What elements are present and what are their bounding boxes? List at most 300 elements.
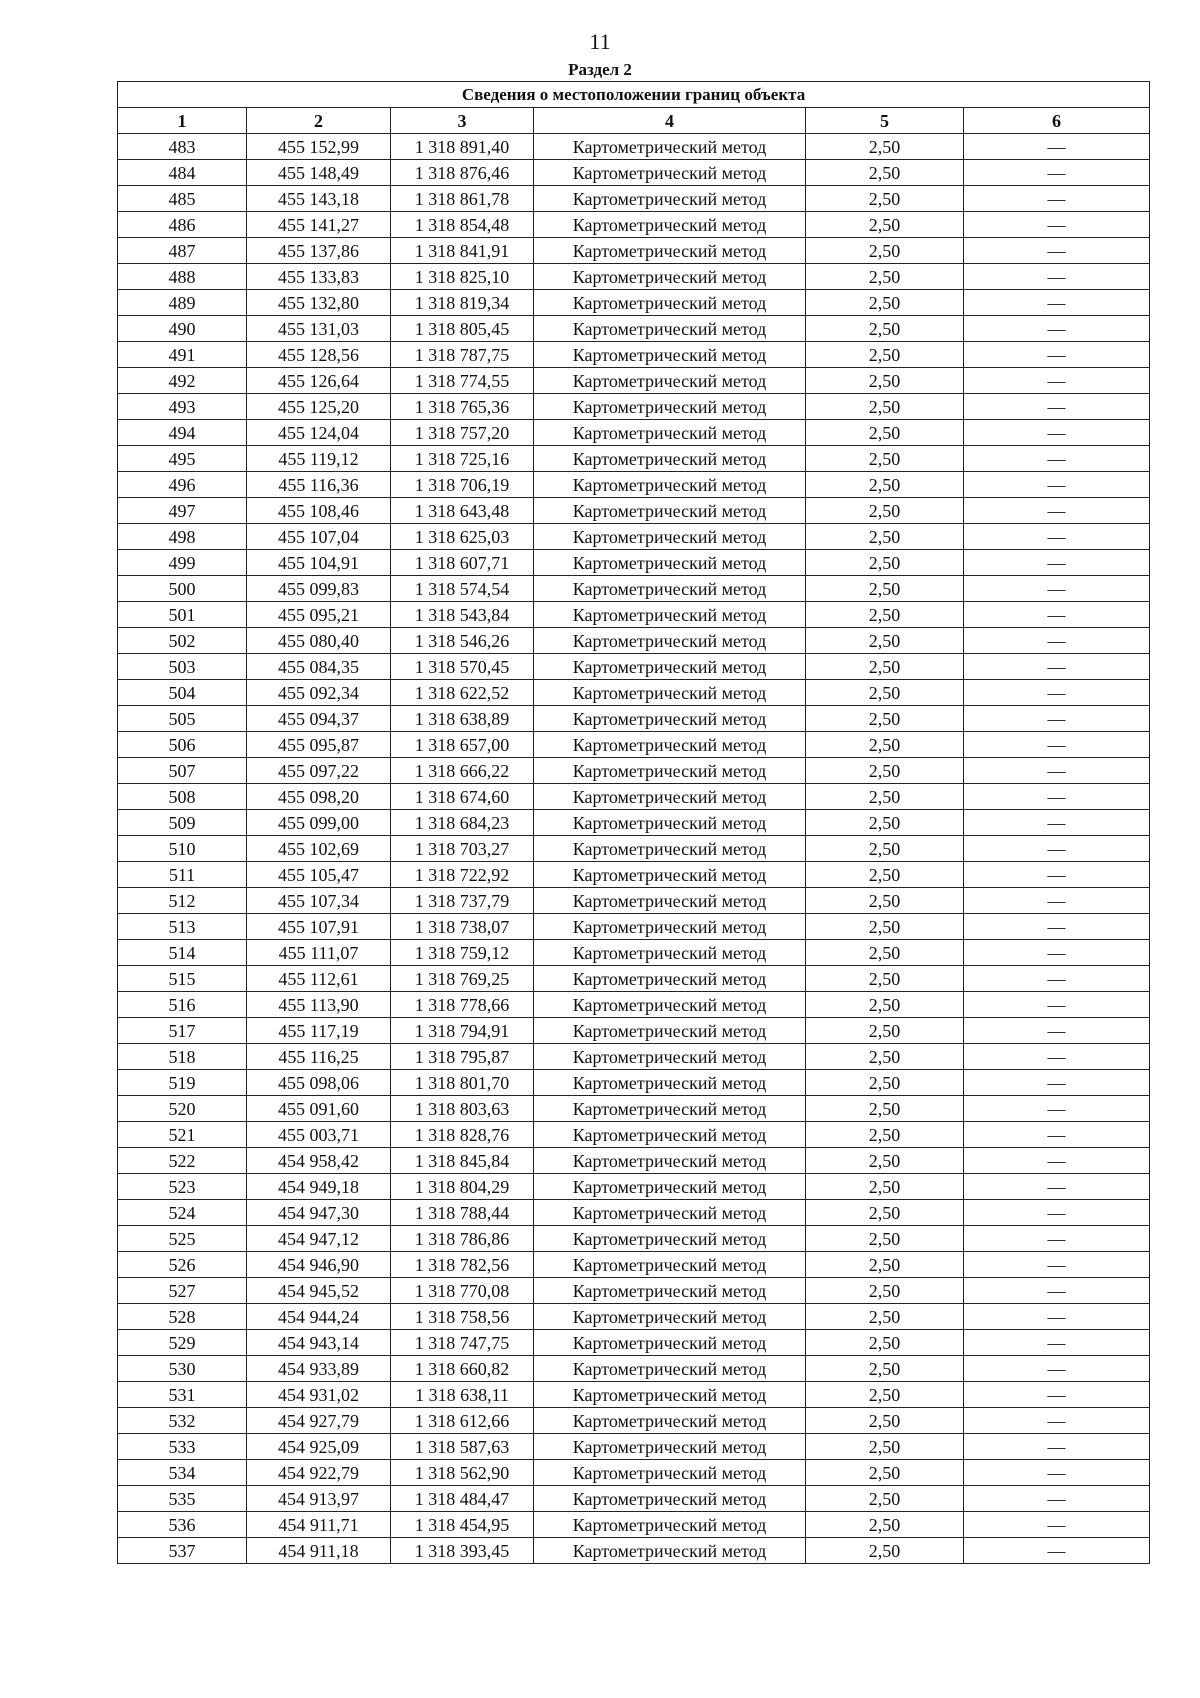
point-number-cell: 519 xyxy=(118,1070,247,1096)
y-coordinate-cell: 1 318 674,60 xyxy=(391,784,534,810)
x-coordinate-cell: 454 911,71 xyxy=(247,1512,391,1538)
table-row xyxy=(118,1304,1150,1330)
boundary-coordinates-table xyxy=(117,81,1150,1564)
x-coordinate-cell: 455 105,47 xyxy=(247,862,391,888)
point-number-cell: 508 xyxy=(118,784,247,810)
method-cell: Картометрический метод xyxy=(534,836,806,862)
accuracy-cell: 2,50 xyxy=(806,212,964,238)
description-cell: — xyxy=(964,680,1150,706)
accuracy-cell: 2,50 xyxy=(806,394,964,420)
accuracy-cell: 2,50 xyxy=(806,836,964,862)
point-number-cell: 491 xyxy=(118,342,247,368)
table-row xyxy=(118,134,1150,160)
table-row xyxy=(118,602,1150,628)
method-cell: Картометрический метод xyxy=(534,1460,806,1486)
y-coordinate-cell: 1 318 876,46 xyxy=(391,160,534,186)
method-cell: Картометрический метод xyxy=(534,1070,806,1096)
point-number-cell: 500 xyxy=(118,576,247,602)
x-coordinate-cell: 455 137,86 xyxy=(247,238,391,264)
point-number-cell: 483 xyxy=(118,134,247,160)
description-cell: — xyxy=(964,784,1150,810)
x-coordinate-cell: 455 116,36 xyxy=(247,472,391,498)
table-row xyxy=(118,1018,1150,1044)
description-cell: — xyxy=(964,316,1150,342)
description-cell: — xyxy=(964,836,1150,862)
accuracy-cell: 2,50 xyxy=(806,576,964,602)
y-coordinate-cell: 1 318 684,23 xyxy=(391,810,534,836)
description-cell: — xyxy=(964,706,1150,732)
table-row xyxy=(118,888,1150,914)
description-cell: — xyxy=(964,732,1150,758)
y-coordinate-cell: 1 318 782,56 xyxy=(391,1252,534,1278)
y-coordinate-cell: 1 318 725,16 xyxy=(391,446,534,472)
x-coordinate-cell: 455 092,34 xyxy=(247,680,391,706)
point-number-cell: 513 xyxy=(118,914,247,940)
point-number-cell: 525 xyxy=(118,1226,247,1252)
x-coordinate-cell: 454 913,97 xyxy=(247,1486,391,1512)
point-number-cell: 487 xyxy=(118,238,247,264)
accuracy-cell: 2,50 xyxy=(806,784,964,810)
method-cell: Картометрический метод xyxy=(534,966,806,992)
description-cell: — xyxy=(964,1434,1150,1460)
accuracy-cell: 2,50 xyxy=(806,810,964,836)
table-row xyxy=(118,1148,1150,1174)
x-coordinate-cell: 454 925,09 xyxy=(247,1434,391,1460)
x-coordinate-cell: 455 095,87 xyxy=(247,732,391,758)
x-coordinate-cell: 455 098,20 xyxy=(247,784,391,810)
table-row xyxy=(118,1278,1150,1304)
point-number-cell: 527 xyxy=(118,1278,247,1304)
description-cell: — xyxy=(964,1252,1150,1278)
description-cell: — xyxy=(964,160,1150,186)
accuracy-cell: 2,50 xyxy=(806,914,964,940)
table-row xyxy=(118,472,1150,498)
table-row xyxy=(118,914,1150,940)
method-cell: Картометрический метод xyxy=(534,940,806,966)
y-coordinate-cell: 1 318 769,25 xyxy=(391,966,534,992)
x-coordinate-cell: 455 143,18 xyxy=(247,186,391,212)
method-cell: Картометрический метод xyxy=(534,472,806,498)
table-row xyxy=(118,1122,1150,1148)
accuracy-cell: 2,50 xyxy=(806,290,964,316)
description-cell: — xyxy=(964,576,1150,602)
description-cell: — xyxy=(964,394,1150,420)
description-cell: — xyxy=(964,1018,1150,1044)
description-cell: — xyxy=(964,1200,1150,1226)
method-cell: Картометрический метод xyxy=(534,914,806,940)
point-number-cell: 494 xyxy=(118,420,247,446)
table-row xyxy=(118,836,1150,862)
y-coordinate-cell: 1 318 666,22 xyxy=(391,758,534,784)
method-cell: Картометрический метод xyxy=(534,264,806,290)
accuracy-cell: 2,50 xyxy=(806,602,964,628)
method-cell: Картометрический метод xyxy=(534,160,806,186)
method-cell: Картометрический метод xyxy=(534,368,806,394)
table-row xyxy=(118,1044,1150,1070)
y-coordinate-cell: 1 318 828,76 xyxy=(391,1122,534,1148)
description-cell: — xyxy=(964,1122,1150,1148)
method-cell: Картометрический метод xyxy=(534,654,806,680)
accuracy-cell: 2,50 xyxy=(806,654,964,680)
x-coordinate-cell: 455 107,91 xyxy=(247,914,391,940)
method-cell: Картометрический метод xyxy=(534,1304,806,1330)
accuracy-cell: 2,50 xyxy=(806,940,964,966)
column-number-1: 1 xyxy=(118,108,247,134)
description-cell: — xyxy=(964,758,1150,784)
point-number-cell: 528 xyxy=(118,1304,247,1330)
method-cell: Картометрический метод xyxy=(534,1122,806,1148)
y-coordinate-cell: 1 318 738,07 xyxy=(391,914,534,940)
table-row xyxy=(118,706,1150,732)
point-number-cell: 493 xyxy=(118,394,247,420)
description-cell: — xyxy=(964,368,1150,394)
x-coordinate-cell: 454 947,30 xyxy=(247,1200,391,1226)
accuracy-cell: 2,50 xyxy=(806,1018,964,1044)
point-number-cell: 509 xyxy=(118,810,247,836)
accuracy-cell: 2,50 xyxy=(806,1070,964,1096)
table-row xyxy=(118,446,1150,472)
method-cell: Картометрический метод xyxy=(534,1044,806,1070)
accuracy-cell: 2,50 xyxy=(806,368,964,394)
y-coordinate-cell: 1 318 758,56 xyxy=(391,1304,534,1330)
table-row xyxy=(118,1330,1150,1356)
description-cell: — xyxy=(964,1538,1150,1564)
accuracy-cell: 2,50 xyxy=(806,1408,964,1434)
point-number-cell: 532 xyxy=(118,1408,247,1434)
page-number: 11 xyxy=(589,29,611,54)
table-row xyxy=(118,784,1150,810)
table-row xyxy=(118,862,1150,888)
x-coordinate-cell: 455 117,19 xyxy=(247,1018,391,1044)
description-cell: — xyxy=(964,628,1150,654)
point-number-cell: 517 xyxy=(118,1018,247,1044)
point-number-cell: 522 xyxy=(118,1148,247,1174)
description-cell: — xyxy=(964,1304,1150,1330)
method-cell: Картометрический метод xyxy=(534,420,806,446)
table-row xyxy=(118,732,1150,758)
accuracy-cell: 2,50 xyxy=(806,1044,964,1070)
table-row xyxy=(118,1096,1150,1122)
method-cell: Картометрический метод xyxy=(534,784,806,810)
point-number-cell: 533 xyxy=(118,1434,247,1460)
point-number-cell: 488 xyxy=(118,264,247,290)
accuracy-cell: 2,50 xyxy=(806,498,964,524)
x-coordinate-cell: 455 003,71 xyxy=(247,1122,391,1148)
y-coordinate-cell: 1 318 819,34 xyxy=(391,290,534,316)
table-caption-row xyxy=(118,82,1150,108)
accuracy-cell: 2,50 xyxy=(806,1096,964,1122)
x-coordinate-cell: 455 099,83 xyxy=(247,576,391,602)
accuracy-cell: 2,50 xyxy=(806,1278,964,1304)
accuracy-cell: 2,50 xyxy=(806,342,964,368)
y-coordinate-cell: 1 318 803,63 xyxy=(391,1096,534,1122)
description-cell: — xyxy=(964,472,1150,498)
x-coordinate-cell: 455 099,00 xyxy=(247,810,391,836)
y-coordinate-cell: 1 318 891,40 xyxy=(391,134,534,160)
x-coordinate-cell: 454 927,79 xyxy=(247,1408,391,1434)
x-coordinate-cell: 455 102,69 xyxy=(247,836,391,862)
table-row xyxy=(118,1486,1150,1512)
point-number-cell: 489 xyxy=(118,290,247,316)
description-cell: — xyxy=(964,862,1150,888)
x-coordinate-cell: 454 944,24 xyxy=(247,1304,391,1330)
method-cell: Картометрический метод xyxy=(534,238,806,264)
y-coordinate-cell: 1 318 612,66 xyxy=(391,1408,534,1434)
table-row xyxy=(118,680,1150,706)
y-coordinate-cell: 1 318 657,00 xyxy=(391,732,534,758)
column-number-4: 4 xyxy=(534,108,806,134)
point-number-cell: 510 xyxy=(118,836,247,862)
method-cell: Картометрический метод xyxy=(534,810,806,836)
description-cell: — xyxy=(964,602,1150,628)
accuracy-cell: 2,50 xyxy=(806,524,964,550)
accuracy-cell: 2,50 xyxy=(806,628,964,654)
x-coordinate-cell: 455 107,04 xyxy=(247,524,391,550)
x-coordinate-cell: 455 084,35 xyxy=(247,654,391,680)
column-number-6: 6 xyxy=(964,108,1150,134)
accuracy-cell: 2,50 xyxy=(806,1148,964,1174)
table-row xyxy=(118,966,1150,992)
description-cell: — xyxy=(964,550,1150,576)
y-coordinate-cell: 1 318 393,45 xyxy=(391,1538,534,1564)
description-cell: — xyxy=(964,134,1150,160)
y-coordinate-cell: 1 318 861,78 xyxy=(391,186,534,212)
table-row xyxy=(118,1226,1150,1252)
y-coordinate-cell: 1 318 722,92 xyxy=(391,862,534,888)
method-cell: Картометрический метод xyxy=(534,992,806,1018)
method-cell: Картометрический метод xyxy=(534,1538,806,1564)
point-number-cell: 526 xyxy=(118,1252,247,1278)
accuracy-cell: 2,50 xyxy=(806,1382,964,1408)
description-cell: — xyxy=(964,1070,1150,1096)
description-cell: — xyxy=(964,1460,1150,1486)
y-coordinate-cell: 1 318 706,19 xyxy=(391,472,534,498)
y-coordinate-cell: 1 318 854,48 xyxy=(391,212,534,238)
table-row xyxy=(118,316,1150,342)
x-coordinate-cell: 455 112,61 xyxy=(247,966,391,992)
accuracy-cell: 2,50 xyxy=(806,706,964,732)
x-coordinate-cell: 455 132,80 xyxy=(247,290,391,316)
y-coordinate-cell: 1 318 546,26 xyxy=(391,628,534,654)
description-cell: — xyxy=(964,238,1150,264)
table-row xyxy=(118,264,1150,290)
y-coordinate-cell: 1 318 574,54 xyxy=(391,576,534,602)
description-cell: — xyxy=(964,446,1150,472)
accuracy-cell: 2,50 xyxy=(806,472,964,498)
y-coordinate-cell: 1 318 770,08 xyxy=(391,1278,534,1304)
accuracy-cell: 2,50 xyxy=(806,1486,964,1512)
accuracy-cell: 2,50 xyxy=(806,1512,964,1538)
point-number-cell: 497 xyxy=(118,498,247,524)
point-number-cell: 499 xyxy=(118,550,247,576)
description-cell: — xyxy=(964,1382,1150,1408)
point-number-cell: 484 xyxy=(118,160,247,186)
point-number-cell: 511 xyxy=(118,862,247,888)
y-coordinate-cell: 1 318 638,89 xyxy=(391,706,534,732)
x-coordinate-cell: 455 131,03 xyxy=(247,316,391,342)
table-row xyxy=(118,420,1150,446)
table-row xyxy=(118,524,1150,550)
method-cell: Картометрический метод xyxy=(534,134,806,160)
accuracy-cell: 2,50 xyxy=(806,732,964,758)
y-coordinate-cell: 1 318 805,45 xyxy=(391,316,534,342)
y-coordinate-cell: 1 318 703,27 xyxy=(391,836,534,862)
table-row xyxy=(118,1356,1150,1382)
point-number-cell: 507 xyxy=(118,758,247,784)
point-number-cell: 492 xyxy=(118,368,247,394)
y-coordinate-cell: 1 318 801,70 xyxy=(391,1070,534,1096)
method-cell: Картометрический метод xyxy=(534,1018,806,1044)
description-cell: — xyxy=(964,1486,1150,1512)
y-coordinate-cell: 1 318 774,55 xyxy=(391,368,534,394)
y-coordinate-cell: 1 318 778,66 xyxy=(391,992,534,1018)
description-cell: — xyxy=(964,654,1150,680)
table-row xyxy=(118,1252,1150,1278)
point-number-cell: 523 xyxy=(118,1174,247,1200)
table-row xyxy=(118,368,1150,394)
method-cell: Картометрический метод xyxy=(534,680,806,706)
method-cell: Картометрический метод xyxy=(534,550,806,576)
description-cell: — xyxy=(964,264,1150,290)
x-coordinate-cell: 455 097,22 xyxy=(247,758,391,784)
x-coordinate-cell: 455 116,25 xyxy=(247,1044,391,1070)
method-cell: Картометрический метод xyxy=(534,1486,806,1512)
column-number-row xyxy=(118,108,1150,134)
description-cell: — xyxy=(964,1330,1150,1356)
table-row xyxy=(118,992,1150,1018)
y-coordinate-cell: 1 318 660,82 xyxy=(391,1356,534,1382)
point-number-cell: 486 xyxy=(118,212,247,238)
method-cell: Картометрический метод xyxy=(534,290,806,316)
table-row xyxy=(118,290,1150,316)
x-coordinate-cell: 455 113,90 xyxy=(247,992,391,1018)
x-coordinate-cell: 454 943,14 xyxy=(247,1330,391,1356)
y-coordinate-cell: 1 318 787,75 xyxy=(391,342,534,368)
description-cell: — xyxy=(964,498,1150,524)
x-coordinate-cell: 454 922,79 xyxy=(247,1460,391,1486)
point-number-cell: 501 xyxy=(118,602,247,628)
description-cell: — xyxy=(964,1226,1150,1252)
table-row xyxy=(118,654,1150,680)
y-coordinate-cell: 1 318 841,91 xyxy=(391,238,534,264)
table-row xyxy=(118,498,1150,524)
point-number-cell: 498 xyxy=(118,524,247,550)
accuracy-cell: 2,50 xyxy=(806,992,964,1018)
x-coordinate-cell: 454 931,02 xyxy=(247,1382,391,1408)
method-cell: Картометрический метод xyxy=(534,1174,806,1200)
accuracy-cell: 2,50 xyxy=(806,680,964,706)
accuracy-cell: 2,50 xyxy=(806,1460,964,1486)
point-number-cell: 512 xyxy=(118,888,247,914)
method-cell: Картометрический метод xyxy=(534,446,806,472)
accuracy-cell: 2,50 xyxy=(806,238,964,264)
accuracy-cell: 2,50 xyxy=(806,1252,964,1278)
table-caption: Сведения о местоположении границ объекта xyxy=(118,82,1150,108)
description-cell: — xyxy=(964,1356,1150,1382)
x-coordinate-cell: 454 945,52 xyxy=(247,1278,391,1304)
table-row xyxy=(118,1174,1150,1200)
method-cell: Картометрический метод xyxy=(534,394,806,420)
table-row xyxy=(118,394,1150,420)
point-number-cell: 537 xyxy=(118,1538,247,1564)
point-number-cell: 506 xyxy=(118,732,247,758)
x-coordinate-cell: 455 094,37 xyxy=(247,706,391,732)
y-coordinate-cell: 1 318 607,71 xyxy=(391,550,534,576)
x-coordinate-cell: 455 124,04 xyxy=(247,420,391,446)
description-cell: — xyxy=(964,1174,1150,1200)
method-cell: Картометрический метод xyxy=(534,732,806,758)
x-coordinate-cell: 455 141,27 xyxy=(247,212,391,238)
x-coordinate-cell: 455 128,56 xyxy=(247,342,391,368)
point-number-cell: 520 xyxy=(118,1096,247,1122)
point-number-cell: 535 xyxy=(118,1486,247,1512)
x-coordinate-cell: 455 095,21 xyxy=(247,602,391,628)
description-cell: — xyxy=(964,342,1150,368)
point-number-cell: 530 xyxy=(118,1356,247,1382)
y-coordinate-cell: 1 318 643,48 xyxy=(391,498,534,524)
accuracy-cell: 2,50 xyxy=(806,888,964,914)
table-row xyxy=(118,940,1150,966)
column-number-3: 3 xyxy=(391,108,534,134)
accuracy-cell: 2,50 xyxy=(806,186,964,212)
accuracy-cell: 2,50 xyxy=(806,1122,964,1148)
method-cell: Картометрический метод xyxy=(534,1226,806,1252)
accuracy-cell: 2,50 xyxy=(806,1538,964,1564)
y-coordinate-cell: 1 318 638,11 xyxy=(391,1382,534,1408)
point-number-cell: 515 xyxy=(118,966,247,992)
y-coordinate-cell: 1 318 484,47 xyxy=(391,1486,534,1512)
description-cell: — xyxy=(964,524,1150,550)
method-cell: Картометрический метод xyxy=(534,524,806,550)
table-row xyxy=(118,342,1150,368)
description-cell: — xyxy=(964,1148,1150,1174)
x-coordinate-cell: 454 947,12 xyxy=(247,1226,391,1252)
table-row xyxy=(118,238,1150,264)
table-row xyxy=(118,576,1150,602)
point-number-cell: 531 xyxy=(118,1382,247,1408)
y-coordinate-cell: 1 318 765,36 xyxy=(391,394,534,420)
point-number-cell: 496 xyxy=(118,472,247,498)
point-number-cell: 504 xyxy=(118,680,247,706)
method-cell: Картометрический метод xyxy=(534,342,806,368)
point-number-cell: 524 xyxy=(118,1200,247,1226)
y-coordinate-cell: 1 318 625,03 xyxy=(391,524,534,550)
table-row xyxy=(118,1460,1150,1486)
point-number-cell: 529 xyxy=(118,1330,247,1356)
description-cell: — xyxy=(964,992,1150,1018)
method-cell: Картометрический метод xyxy=(534,888,806,914)
point-number-cell: 490 xyxy=(118,316,247,342)
x-coordinate-cell: 455 108,46 xyxy=(247,498,391,524)
x-coordinate-cell: 455 133,83 xyxy=(247,264,391,290)
description-cell: — xyxy=(964,186,1150,212)
method-cell: Картометрический метод xyxy=(534,1330,806,1356)
table-row xyxy=(118,1070,1150,1096)
method-cell: Картометрический метод xyxy=(534,1382,806,1408)
description-cell: — xyxy=(964,1096,1150,1122)
point-number-cell: 534 xyxy=(118,1460,247,1486)
method-cell: Картометрический метод xyxy=(534,498,806,524)
description-cell: — xyxy=(964,1512,1150,1538)
table-row xyxy=(118,810,1150,836)
table-row xyxy=(118,628,1150,654)
point-number-cell: 505 xyxy=(118,706,247,732)
table-row xyxy=(118,1434,1150,1460)
y-coordinate-cell: 1 318 454,95 xyxy=(391,1512,534,1538)
description-cell: — xyxy=(964,810,1150,836)
y-coordinate-cell: 1 318 786,86 xyxy=(391,1226,534,1252)
y-coordinate-cell: 1 318 747,75 xyxy=(391,1330,534,1356)
